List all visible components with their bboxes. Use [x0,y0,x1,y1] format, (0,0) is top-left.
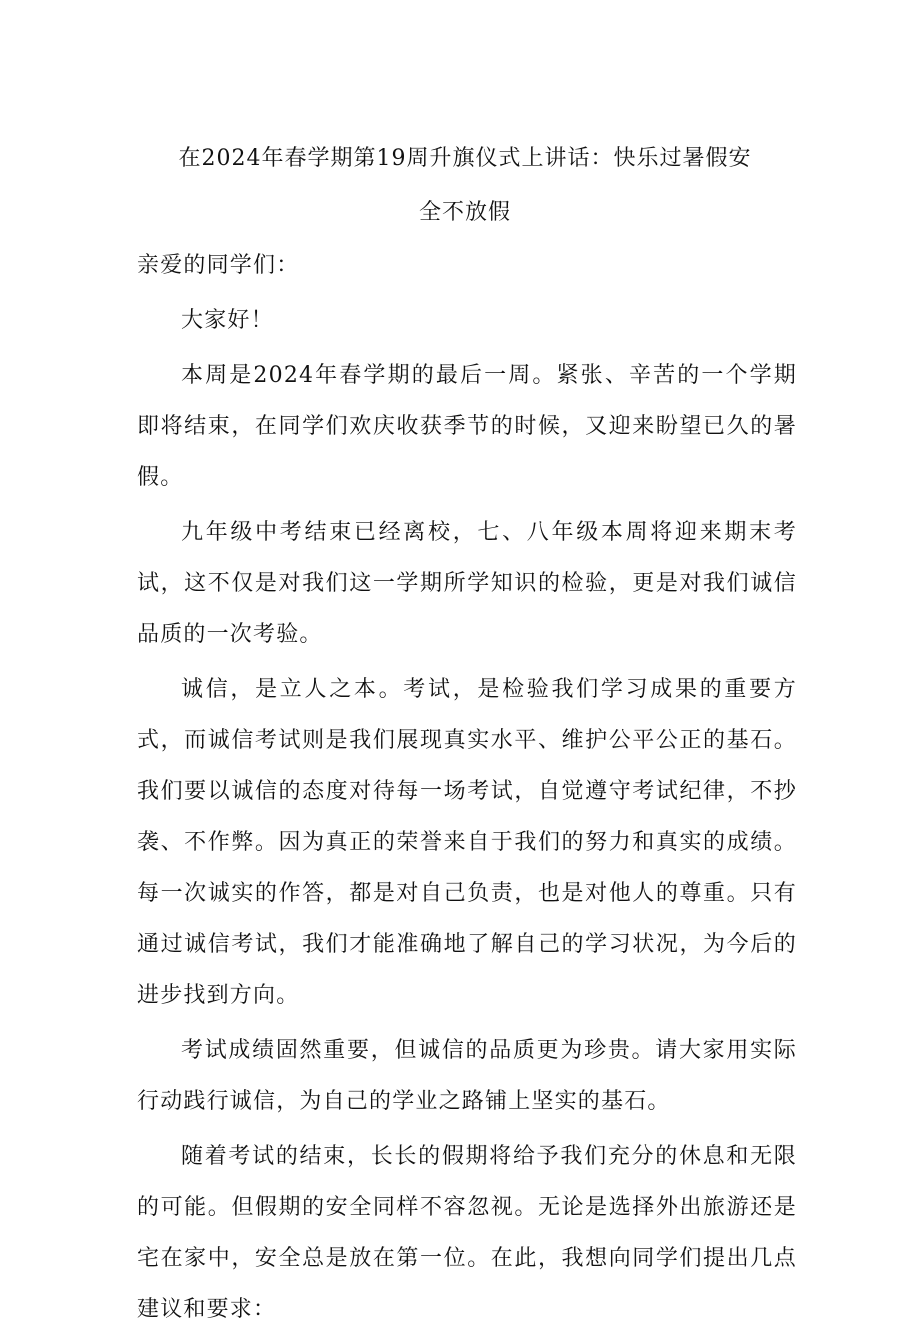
document-body [137,240,797,1335]
paragraph: 本周是2024年春学期的最后一周。紧张、辛苦的一个学期即将结束，在同学们欢庆收获季节的时候，又迎来盼望已久的暑假。 [137,363,797,490]
document-title [120,132,810,240]
title-line-1: 在2024年春学期第19周升旗仪式上讲话：快乐过暑假安 [178,146,752,171]
paragraph: 诚信，是立人之本。考试，是检验我们学习成果的重要方式，而诚信考试则是我们展现真实水平、维护公平公正的基石。我们要以诚信的态度对待每一场考试，自觉遵守考试纪律，不抄袭、不作弊。因为真正的荣誉来自于我们的努力和真实的成绩。每一次诚实的作答，都是对自己负责，也是对他人的尊重。只有通过诚信考试，我们才能准确地了解自己的学习状况，为今后的进步找到方向。 [137,677,797,1008]
salutation: 亲爱的同学们： [137,253,300,278]
title-line-2: 全不放假 [418,200,511,225]
paragraph: 考试成绩固然重要，但诚信的品质更为珍贵。请大家用实际行动践行诚信，为自己的学业之路铺上坚实的基石。 [137,1038,797,1114]
paragraph: 随着考试的结束，长长的假期将给予我们充分的休息和无限的可能。但假期的安全同样不容忽视。无论是选择外出旅游还是宅在家中，安全总是放在第一位。在此，我想向同学们提出几点建议和要求： [137,1144,797,1322]
paragraph: 九年级中考结束已经离校，七、八年级本周将迎来期末考试，这不仅是对我们这一学期所学知识的检验，更是对我们诚信品质的一次考验。 [137,520,797,647]
paragraph-greeting: 大家好！ [181,308,274,333]
